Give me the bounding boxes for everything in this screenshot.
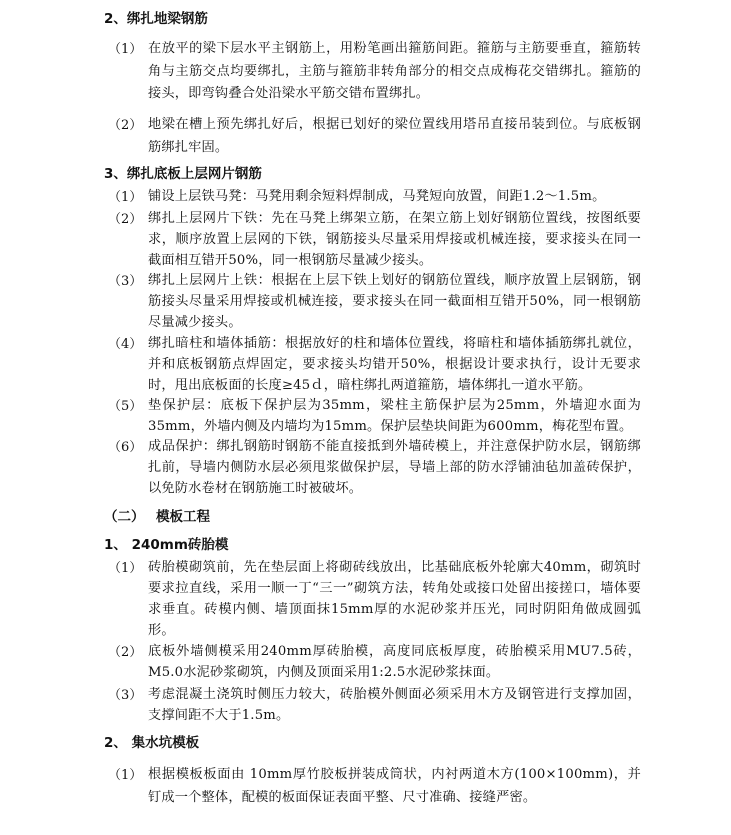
list-item — [108, 270, 641, 333]
item-number: （1） — [108, 561, 143, 576]
item-number: （2） — [108, 212, 143, 227]
item-text: 绑扎上层网片下铁：先在马凳上绑架立筋，在架立筋上划好钢筋位置线，按图纸要求，顺序放置上层网的下铁，钢筋接头尽量采用焊接或机械连接，要求接头在同一截面相互错开50%，同一根钢筋尽量减少接头。 — [148, 211, 641, 268]
list-item — [108, 641, 641, 683]
item-text: 底板外墙侧模采用240mm厚砖胎模，高度同底板厚度，砖胎模采用MU7.5砖，M5.0水泥砂浆砌筑，内侧及顶面采用1:2.5水泥砂浆抹面。 — [148, 644, 641, 680]
section-heading: 2、绑扎地梁钢筋 — [104, 11, 208, 27]
item-number: （1） — [108, 768, 143, 783]
list-item — [108, 333, 641, 396]
item-text: 垫保护层：底板下保护层为35mm，梁柱主筋保护层为25mm，外墙迎水面为35mm，外墙内侧及内墙均为15mm。保护层垫块间距为600mm，梅花型布置。 — [148, 398, 641, 434]
item-text: 考虑混凝土浇筑时侧压力较大，砖胎模外侧面必须采用木方及钢管进行支撑加固，支撑间距不大于1.5m。 — [148, 687, 641, 723]
item-text: 成品保护：绑扎钢筋时钢筋不能直接抵到外墙砖模上，并注意保护防水层，钢筋绑扎前，导墙内侧防水层必须甩浆做保护层，导墙上部的防水浮铺油毡加盖砖保护，以免防水卷材在钢筋施工时被破坏。 — [148, 439, 641, 496]
item-number: （5） — [108, 399, 143, 414]
item-number: （1） — [108, 190, 143, 205]
list-item — [108, 114, 641, 159]
item-text: 在放平的梁下层水平主钢筋上，用粉笔画出箍筋间距。箍筋与主筋要垂直，箍筋转角与主筋交点均要绑扎，主筋与箍筋非转角部分的相交点成梅花交错绑扎。箍筋的接头，即弯钩叠合处沿梁水平筋交错布置绑扎。 — [148, 41, 641, 101]
section-heading: 1、 240mm砖胎模 — [104, 537, 229, 553]
list-item — [108, 436, 641, 499]
list-item — [108, 208, 641, 271]
list-item — [108, 38, 641, 106]
item-text: 绑扎暗柱和墙体插筋：根据放好的柱和墙体位置线，将暗柱和墙体插筋绑扎就位，并和底板钢筋点焊固定，要求接头均错开50%，根据设计要求执行，设计无要求时，甩出底板面的长度≥45ｄ，暗柱绑扎两道箍筋，墙体绑扎一道水平筋。 — [148, 336, 641, 393]
chapter-heading: （二） 模板工程 — [104, 509, 210, 525]
list-item — [108, 186, 641, 207]
item-text: 绑扎上层网片上铁：根据在上层下铁上划好的钢筋位置线，顺序放置上层钢筋，钢筋接头尽量采用焊接或机械连接，要求接头在同一截面相互错开50%，同一根钢筋尽量减少接头。 — [148, 273, 641, 330]
item-text: 砖胎模砌筑前，先在垫层面上将砌砖线放出，比基础底板外轮廓大40mm，砌筑时要求拉直线，采用一顺一丁“三一”砌筑方法，转角处或接口处留出接搓口，墙体要求垂直。砖模内侧、墙顶面抹15mm厚的水泥砂浆并压光，同时阴阳角做成圆弧形。 — [148, 560, 641, 638]
list-item — [108, 764, 641, 809]
item-number: （2） — [108, 645, 143, 660]
section-heading: 3、绑扎底板上层网片钢筋 — [104, 166, 262, 182]
item-number: （6） — [108, 440, 143, 455]
item-text: 地梁在槽上预先绑扎好后，根据已划好的梁位置线用塔吊直接吊装到位。与底板钢筋绑扎牢固。 — [148, 117, 641, 155]
item-number: （2） — [108, 118, 143, 133]
item-number: （3） — [108, 688, 143, 703]
item-number: （4） — [108, 337, 143, 352]
list-item — [108, 395, 641, 437]
item-text: 根据模板板面由 10mm厚竹胶板拼装成筒状，内衬两道木方(100×100mm)，并钉成一个整体，配模的板面保证表面平整、尺寸准确、接缝严密。 — [148, 767, 641, 805]
list-item — [108, 557, 641, 641]
item-number: （3） — [108, 274, 143, 289]
item-number: （1） — [108, 42, 143, 57]
section-heading: 2、 集水坑模板 — [104, 735, 200, 751]
list-item — [108, 684, 641, 726]
item-text: 铺设上层铁马凳：马凳用剩余短料焊制成，马凳短向放置，间距1.2～1.5m。 — [148, 189, 606, 204]
